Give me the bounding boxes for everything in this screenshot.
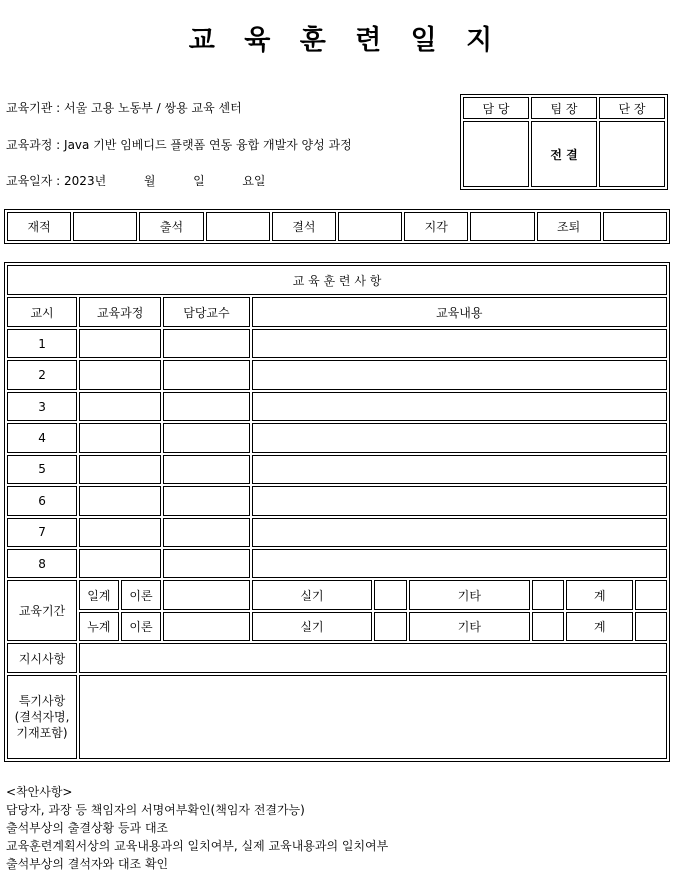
cumulative-other-label: 기타 [409, 612, 530, 641]
content-cell[interactable] [252, 329, 667, 358]
instructor-cell[interactable] [163, 486, 249, 515]
course-cell[interactable] [79, 455, 161, 484]
daily-sum-label: 계 [566, 580, 633, 609]
period-number: 7 [7, 518, 77, 547]
instructor-cell[interactable] [163, 329, 249, 358]
cumulative-practice-value[interactable] [374, 612, 406, 641]
period-number: 2 [7, 360, 77, 389]
daily-practice-value[interactable] [374, 580, 406, 609]
approval-delegated: 전 결 [531, 121, 597, 187]
daily-theory-label: 이론 [121, 580, 162, 609]
institution-line: 교육기관 : 서울 고용 노동부 / 쌍용 교육 센터 [6, 101, 242, 115]
table-row [7, 392, 667, 421]
cumulative-total-label: 누계 [79, 612, 119, 641]
content-cell[interactable] [252, 549, 667, 578]
period-number: 3 [7, 392, 77, 421]
instructor-cell[interactable] [163, 549, 249, 578]
attendance-value-early-leave[interactable] [603, 212, 667, 241]
period-number: 8 [7, 549, 77, 578]
period-section-label: 교육기간 [7, 580, 77, 641]
daily-total-label: 일계 [79, 580, 119, 609]
notes-heading: <착안사항> [6, 785, 73, 799]
attendance-value-present[interactable] [206, 212, 270, 241]
attendance-label-enrolled: 재적 [7, 212, 71, 241]
course-cell[interactable] [79, 329, 161, 358]
cumulative-practice-label: 실기 [252, 612, 373, 641]
attendance-value-enrolled[interactable] [73, 212, 137, 241]
attendance-label-late: 지각 [404, 212, 468, 241]
attendance-label-early-leave: 조퇴 [537, 212, 601, 241]
cumulative-sum-value[interactable] [635, 612, 667, 641]
table-row [7, 455, 667, 484]
instructions-value[interactable] [79, 643, 667, 672]
approval-sign-director[interactable] [599, 121, 665, 187]
period-number: 6 [7, 486, 77, 515]
daily-theory-value[interactable] [163, 580, 249, 609]
header-period: 교시 [7, 297, 77, 326]
header-content: 교육내용 [252, 297, 667, 326]
period-number: 4 [7, 423, 77, 452]
remarks-value[interactable] [79, 675, 667, 759]
training-section-title: 교 육 훈 련 사 항 [7, 265, 667, 295]
note-line: 출석부상의 출결상황 등과 대조 [6, 821, 169, 835]
date-year: 교육일자 : 2023년 [6, 174, 107, 188]
instructions-label: 지시사항 [7, 643, 77, 672]
table-row [7, 360, 667, 389]
course-cell[interactable] [79, 360, 161, 389]
note-line: 출석부상의 결석자와 대조 확인 [6, 857, 169, 871]
header-course: 교육과정 [79, 297, 161, 326]
cumulative-other-value[interactable] [532, 612, 564, 641]
table-row [7, 518, 667, 547]
approval-sign-staff[interactable] [463, 121, 529, 187]
daily-other-label: 기타 [409, 580, 530, 609]
approval-header-staff: 담 당 [463, 97, 529, 119]
course-cell[interactable] [79, 423, 161, 452]
table-row [7, 423, 667, 452]
attendance-label-absent: 결석 [272, 212, 336, 241]
content-cell[interactable] [252, 486, 667, 515]
instructor-cell[interactable] [163, 392, 249, 421]
cumulative-theory-value[interactable] [163, 612, 249, 641]
table-row [7, 486, 667, 515]
content-cell[interactable] [252, 423, 667, 452]
table-row [7, 549, 667, 578]
course-cell[interactable] [79, 549, 161, 578]
date-weekday: 요일 [242, 174, 266, 188]
period-number: 1 [7, 329, 77, 358]
cumulative-sum-label: 계 [566, 612, 633, 641]
course-line: 교육과정 : Java 기반 임베디드 플랫폼 연동 융합 개발자 양성 과정 [6, 138, 352, 152]
attendance-value-late[interactable] [470, 212, 534, 241]
note-line: 교육훈련계획서상의 교육내용과의 일치여부, 실제 교육내용과의 일치여부 [6, 839, 389, 853]
instructor-cell[interactable] [163, 423, 249, 452]
cumulative-theory-label: 이론 [121, 612, 162, 641]
header-instructor: 담당교수 [163, 297, 249, 326]
document-title: 교 육 훈 련 일 지 [188, 25, 503, 56]
training-table [4, 262, 670, 762]
attendance-value-absent[interactable] [338, 212, 402, 241]
attendance-table [4, 209, 670, 244]
attendance-label-present: 출석 [139, 212, 203, 241]
content-cell[interactable] [252, 392, 667, 421]
daily-sum-value[interactable] [635, 580, 667, 609]
instructor-cell[interactable] [163, 518, 249, 547]
remarks-label: 특기사항 (결석자명, 기재포함) [7, 675, 77, 759]
date-line [6, 172, 266, 189]
instructor-cell[interactable] [163, 360, 249, 389]
period-number: 5 [7, 455, 77, 484]
date-month: 월 [143, 174, 156, 188]
approval-table [460, 94, 668, 190]
date-day: 일 [193, 174, 205, 188]
approval-header-team-lead: 팀 장 [531, 97, 597, 119]
daily-practice-label: 실기 [252, 580, 373, 609]
instructor-cell[interactable] [163, 455, 249, 484]
approval-header-director: 단 장 [599, 97, 665, 119]
course-cell[interactable] [79, 392, 161, 421]
daily-other-value[interactable] [532, 580, 564, 609]
table-row [7, 329, 667, 358]
course-cell[interactable] [79, 486, 161, 515]
note-line: 담당자, 과장 등 책임자의 서명여부확인(책임자 전결가능) [6, 803, 305, 817]
content-cell[interactable] [252, 360, 667, 389]
content-cell[interactable] [252, 455, 667, 484]
notes-section [6, 783, 388, 873]
content-cell[interactable] [252, 518, 667, 547]
course-cell[interactable] [79, 518, 161, 547]
